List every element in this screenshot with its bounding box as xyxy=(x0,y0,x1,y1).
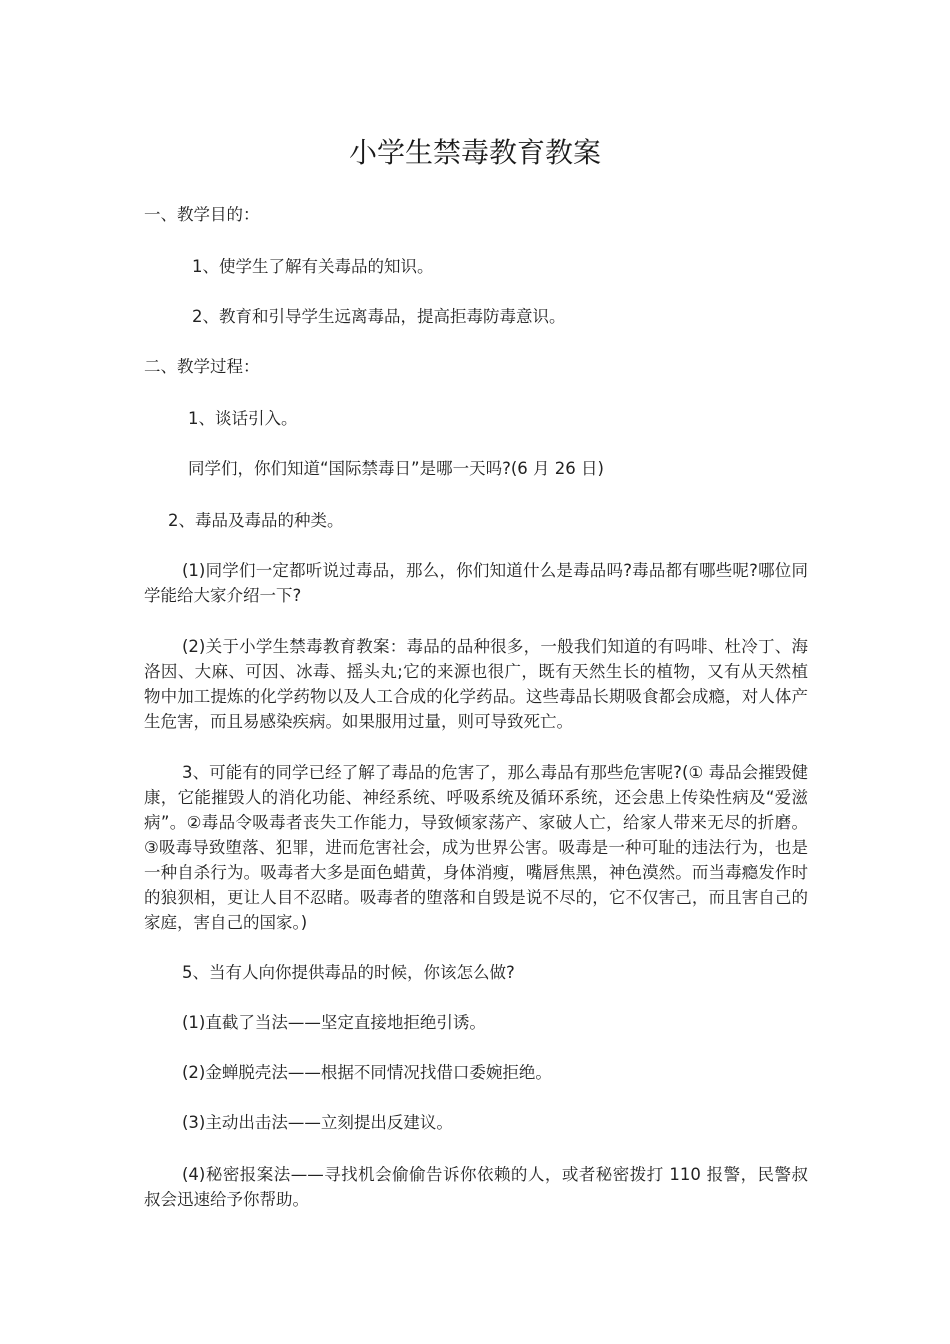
refusal-method-4: (4)秘密报案法——寻找机会偷偷告诉你依赖的人，或者秘密拨打 110 报警，民警叔叔会迅速给予你帮助。 xyxy=(144,1165,808,1209)
refusal-method-2: (2)金蝉脱壳法——根据不同情况找借口委婉拒绝。 xyxy=(182,1063,552,1082)
drug-harm-paragraph: 3、可能有的同学已经了解了毒品的危害了，那么毒品有那些危害呢?(① 毒品会摧毁健康，它能摧毁人的消化功能、神经系统、呼吸系统及循环系统，还会患上传染性病及“爱滋病”。②毒品令吸毒者丧失工作能力，导致倾家荡产、家破人亡，给家人带来无尽的折磨。③吸毒导致堕落、犯罪，进而危害社会，成为世界公害。吸毒是一种可耻的违法行为，也是一种自杀行为。吸毒者大多是面色蜡黄，身体消瘦，嘴唇焦黑，神色漠然。而当毒瘾发作时的狼狈相，更让人目不忍睹。吸毒者的堕落和自毁是说不尽的，它不仅害己，而且害自己的家庭，害自己的国家。) xyxy=(144,763,808,932)
document-title: 小学生禁毒教育教案 xyxy=(348,136,601,169)
drug-types-paragraph: (2)关于小学生禁毒教育教案：毒品的品种很多，一般我们知道的有吗啡、杜冷丁、海洛因、大麻、可因、冰毒、摇头丸;它的来源也很广，既有天然生长的植物，又有从天然植物中加工提炼的化学药物以及人工合成的化学药品。这些毒品长期吸食都会成瘾，对人体产生危害，而且易感染疾病。如果服用过量，则可导致死亡。 xyxy=(144,637,808,731)
intro-question: 同学们，你们知道“国际禁毒日”是哪一天吗?(6 月 26 日) xyxy=(188,459,604,478)
process-step-1: 1、谈话引入。 xyxy=(188,409,298,428)
process-step-5: 5、当有人向你提供毒品的时候，你该怎么做? xyxy=(182,963,515,982)
section-heading-process: 二、教学过程： xyxy=(144,357,260,376)
refusal-method-1: (1)直截了当法——坚定直接地拒绝引诱。 xyxy=(182,1013,486,1032)
refusal-method-3: (3)主动出击法——立刻提出反建议。 xyxy=(182,1113,453,1132)
objective-item-1: 1、使学生了解有关毒品的知识。 xyxy=(192,257,434,276)
objective-item-2: 2、教育和引导学生远离毒品，提高拒毒防毒意识。 xyxy=(192,307,566,326)
drug-question-paragraph: (1)同学们一定都听说过毒品，那么，你们知道什么是毒品吗?毒品都有哪些呢?哪位同学能给大家介绍一下? xyxy=(144,561,808,605)
section-heading-objectives: 一、教学目的： xyxy=(144,205,260,224)
process-step-2: 2、毒品及毒品的种类。 xyxy=(168,511,344,530)
